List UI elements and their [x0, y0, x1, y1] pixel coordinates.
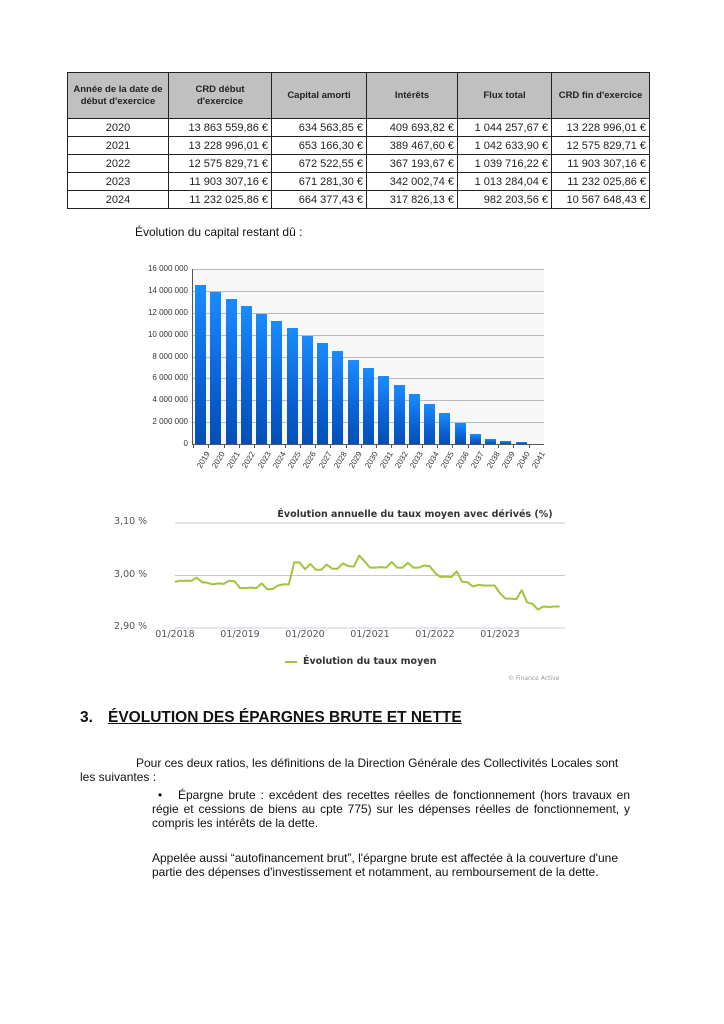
year-cell: 2022: [68, 155, 169, 173]
x-axis-label: 2019: [194, 450, 212, 470]
line-chart-legend[interactable]: [285, 656, 436, 667]
y-axis-label: 14 000 000: [147, 285, 188, 295]
x-axis-label: 2026: [301, 450, 319, 470]
year-cell: 2024: [68, 191, 169, 209]
amount-cell: 11 903 307,16 €: [552, 155, 650, 173]
x-axis-label: 2033: [408, 450, 426, 470]
bar: [256, 314, 267, 444]
x-axis-label: 2022: [240, 450, 258, 470]
y-axis-label: 3,10 %: [114, 516, 148, 527]
col-header-crd-start: CRD début d'exercice: [169, 73, 272, 119]
bar: [271, 321, 282, 444]
x-tick: [346, 444, 347, 448]
amount-cell: 12 575 829,71 €: [169, 155, 272, 173]
x-tick: [513, 444, 514, 448]
bullet-marker: •: [158, 788, 163, 802]
bar: [317, 343, 328, 444]
bar: [439, 413, 450, 444]
y-axis-label: 6 000 000: [152, 373, 188, 383]
amount-cell: 11 232 025,86 €: [169, 191, 272, 209]
year-cell: 2021: [68, 137, 169, 155]
x-tick: [437, 444, 438, 448]
bar: [378, 376, 389, 444]
x-axis-label: 2020: [209, 450, 227, 470]
x-tick: [300, 444, 301, 448]
line-chart-title: Évolution annuelle du taux moyen avec dérivés (%): [277, 509, 553, 520]
amount-cell: 1 013 284,04 €: [458, 173, 552, 191]
x-axis-label: 2041: [530, 450, 548, 470]
amount-cell: 11 903 307,16 €: [169, 173, 272, 191]
capital-caption: Évolution du capital restant dû :: [135, 225, 303, 239]
table-row: [68, 119, 650, 137]
x-axis-label: 2032: [393, 450, 410, 470]
x-tick: [422, 444, 423, 448]
x-axis-label: 2021: [225, 450, 242, 470]
bar: [485, 439, 496, 444]
table-header-row: [68, 73, 650, 119]
x-axis-label: 01/2019: [220, 629, 260, 640]
x-axis-label: 2025: [286, 450, 303, 470]
x-axis-label: 2034: [423, 450, 441, 470]
x-axis-label: 2036: [454, 450, 471, 470]
x-tick: [391, 444, 392, 448]
x-tick: [315, 444, 316, 448]
x-tick: [529, 444, 530, 448]
year-cell: 2023: [68, 173, 169, 191]
x-tick: [376, 444, 377, 448]
amount-cell: 13 228 996,01 €: [169, 137, 272, 155]
amount-cell: 342 002,74 €: [367, 173, 458, 191]
y-axis-label: 4 000 000: [152, 395, 188, 405]
amount-cell: 12 575 829,71 €: [552, 137, 650, 155]
grid-line: [193, 269, 544, 270]
col-header-flux: Flux total: [458, 73, 552, 119]
bar: [363, 368, 374, 444]
chart-credit: © Finance Active: [508, 675, 560, 682]
y-axis-label: 2,90 %: [114, 621, 148, 632]
x-tick: [483, 444, 484, 448]
amount-cell: 1 042 633,90 €: [458, 137, 552, 155]
col-header-year: Année de la date de début d'exercice: [68, 73, 169, 119]
capital-remaining-bar-chart: [120, 258, 560, 488]
bar: [210, 292, 221, 444]
section-title: ÉVOLUTION DES ÉPARGNES BRUTE ET NETTE: [108, 709, 462, 726]
x-axis-label: 01/2022: [415, 629, 455, 640]
amount-cell: 10 567 648,43 €: [552, 191, 650, 209]
bar: [195, 285, 206, 444]
bar: [455, 423, 466, 444]
bar: [394, 385, 405, 444]
rate-line: [175, 556, 560, 610]
x-axis-label: 2037: [469, 450, 487, 470]
debt-schedule-table: [67, 72, 650, 209]
x-axis-label: 2030: [362, 450, 380, 470]
grid-line: [193, 291, 544, 292]
amount-cell: 389 467,60 €: [367, 137, 458, 155]
intro-paragraph: Pour ces deux ratios, les définitions de la Direction Générale des Collectivités Locales sont les suivantes :: [80, 756, 619, 784]
amount-cell: 317 826,13 €: [367, 191, 458, 209]
bar-chart-plot-area: [192, 269, 544, 445]
x-tick: [407, 444, 408, 448]
year-cell: 2020: [68, 119, 169, 137]
amount-cell: 13 228 996,01 €: [552, 119, 650, 137]
bullet-epargne-brute: Épargne brute : excédent des recettes réelles de fonctionnement (hors travaux en régie et cessions de biens au cpte 775) sur les dépenses réelles de fonctionnement, y compris les intérêts de la dette.: [152, 788, 630, 830]
x-axis-label: 01/2018: [155, 629, 195, 640]
x-tick: [498, 444, 499, 448]
x-axis-label: 2028: [332, 450, 349, 470]
amount-cell: 664 377,43 €: [272, 191, 367, 209]
amount-cell: 653 166,30 €: [272, 137, 367, 155]
amount-cell: 1 044 257,67 €: [458, 119, 552, 137]
x-tick: [224, 444, 225, 448]
x-tick: [239, 444, 240, 448]
amount-cell: 409 693,82 €: [367, 119, 458, 137]
amount-cell: 982 203,56 €: [458, 191, 552, 209]
bar: [348, 360, 359, 444]
col-header-capital: Capital amorti: [272, 73, 367, 119]
bar: [424, 404, 435, 444]
amount-cell: 13 863 559,86 €: [169, 119, 272, 137]
x-axis-label: 2023: [255, 450, 273, 470]
amount-cell: 672 522,55 €: [272, 155, 367, 173]
bar: [241, 306, 252, 444]
average-rate-line-chart: [110, 505, 580, 690]
x-tick: [254, 444, 255, 448]
amount-cell: 634 563,85 €: [272, 119, 367, 137]
amount-cell: 1 039 716,22 €: [458, 155, 552, 173]
x-axis-label: 2029: [347, 450, 365, 470]
table-row: [68, 137, 650, 155]
x-axis-label: 2027: [316, 450, 334, 470]
y-axis-label: 0: [183, 439, 188, 448]
y-axis-label: 8 000 000: [152, 351, 188, 361]
section-heading: [80, 709, 462, 727]
table-row: [68, 191, 650, 209]
x-tick: [452, 444, 453, 448]
amount-cell: 671 281,30 €: [272, 173, 367, 191]
bar: [302, 336, 313, 444]
bar: [287, 328, 298, 444]
x-axis-label: 2040: [515, 450, 532, 470]
section-number: 3.: [80, 709, 93, 726]
autofinancement-paragraph: Appelée aussi “autofinancement brut”, l'épargne brute est affectée à la couverture d'une partie des dépenses d'investissement et notamment, au remboursement de la dette.: [152, 851, 618, 879]
x-tick: [285, 444, 286, 448]
bar: [332, 351, 343, 444]
x-tick: [208, 444, 209, 448]
amount-cell: 11 232 025,86 €: [552, 173, 650, 191]
x-axis-label: 01/2023: [480, 629, 520, 640]
legend-line-icon: [285, 661, 297, 663]
y-axis-label: 12 000 000: [147, 307, 188, 317]
x-axis-label: 2039: [499, 450, 517, 470]
col-header-crd-end: CRD fin d'exercice: [552, 73, 650, 119]
y-axis-label: 2 000 000: [152, 417, 188, 427]
x-axis-label: 01/2020: [285, 629, 325, 640]
bar: [516, 442, 527, 444]
x-tick: [193, 444, 194, 448]
bar: [470, 434, 481, 444]
table-row: [68, 173, 650, 191]
x-tick: [468, 444, 469, 448]
bar: [500, 441, 511, 444]
y-axis-label: 3,00 %: [114, 568, 148, 580]
x-tick: [361, 444, 362, 448]
x-axis-label: 2035: [438, 450, 456, 470]
x-axis-label: 2024: [271, 450, 288, 470]
bar: [409, 394, 420, 444]
x-axis-label: 2038: [484, 450, 502, 470]
legend-label: Évolution du taux moyen: [303, 656, 437, 667]
x-tick: [330, 444, 331, 448]
x-axis-label: 01/2021: [350, 629, 390, 640]
y-axis-label: 16 000 000: [147, 264, 188, 273]
amount-cell: 367 193,67 €: [367, 155, 458, 173]
x-axis-label: 2031: [377, 450, 395, 470]
table-row: [68, 155, 650, 173]
x-tick: [269, 444, 270, 448]
col-header-interest: Intérêts: [367, 73, 458, 119]
y-axis-label: 10 000 000: [147, 329, 188, 339]
bar: [226, 299, 237, 444]
